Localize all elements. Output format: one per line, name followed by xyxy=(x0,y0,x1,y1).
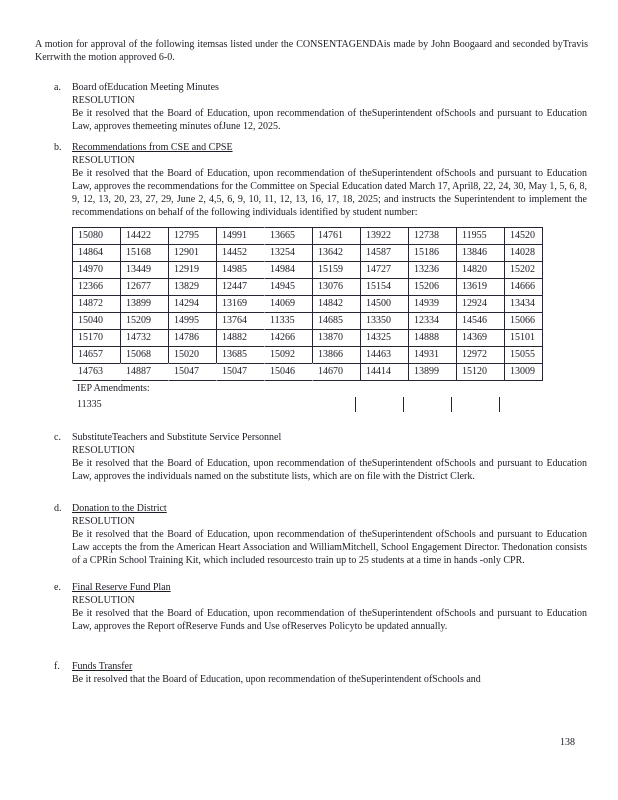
section-c xyxy=(35,431,588,483)
student-number-cell: 15209 xyxy=(120,312,168,329)
page-number: 138 xyxy=(560,737,575,748)
student-number-cell: 14991 xyxy=(216,227,264,244)
student-number-cell: 14463 xyxy=(360,346,408,363)
student-number-cell: 13685 xyxy=(216,346,264,363)
iep-amendment-row xyxy=(72,396,543,413)
student-number-cell: 15206 xyxy=(408,278,456,295)
section-body: Be it resolved that the Board of Education, upon recommendation of theSuperintendent ofSchools and pursuant to Education Law, approves the Report ofReserve Funds and Use ofReserves Policyto be updated annually. xyxy=(72,608,587,632)
student-number-cell: 13665 xyxy=(264,227,312,244)
student-number-cell: 15168 xyxy=(120,244,168,261)
student-number-cell: 15040 xyxy=(72,312,120,329)
student-number-cell: 13829 xyxy=(168,278,216,295)
student-number-cell: 13254 xyxy=(264,244,312,261)
student-number-cell: 14325 xyxy=(360,329,408,346)
student-number-cell: 13009 xyxy=(504,363,543,381)
student-number-cell: 15092 xyxy=(264,346,312,363)
section-title: Recommendations from CSE and CPSE xyxy=(72,142,233,153)
student-number-cell: 15120 xyxy=(456,363,504,381)
student-number-cell: 11335 xyxy=(264,312,312,329)
resolution-label: RESOLUTION xyxy=(72,445,135,456)
student-number-cell: 12924 xyxy=(456,295,504,312)
student-number-cell: 14945 xyxy=(264,278,312,295)
resolution-label: RESOLUTION xyxy=(72,595,135,606)
student-number-cell: 14931 xyxy=(408,346,456,363)
student-number-cell: 14763 xyxy=(72,363,120,381)
student-number-cell: 15066 xyxy=(504,312,543,329)
student-number-cell: 15080 xyxy=(72,227,120,244)
student-number-cell: 15020 xyxy=(168,346,216,363)
section-letter: a. xyxy=(54,82,61,93)
student-number-cell: 14842 xyxy=(312,295,360,312)
student-number-cell: 13899 xyxy=(408,363,456,381)
section-title: Final Reserve Fund Plan xyxy=(72,582,171,593)
student-number-cell: 12972 xyxy=(456,346,504,363)
student-number-cell: 12447 xyxy=(216,278,264,295)
resolution-label: RESOLUTION xyxy=(72,155,135,166)
student-number-cell: 13076 xyxy=(312,278,360,295)
student-number-cell: 14984 xyxy=(264,261,312,278)
cell-divider-line xyxy=(403,397,404,412)
section-title: Board ofEducation Meeting Minutes xyxy=(72,82,219,93)
student-number-cell: 13434 xyxy=(504,295,543,312)
student-number-cell: 14995 xyxy=(168,312,216,329)
student-number-cell: 15047 xyxy=(216,363,264,381)
cell-divider-line xyxy=(355,397,356,412)
section-title: SubstituteTeachers and Substitute Service Personnel xyxy=(72,432,282,443)
student-number-cell: 14761 xyxy=(312,227,360,244)
student-number-cell: 13642 xyxy=(312,244,360,261)
student-number-cell: 13846 xyxy=(456,244,504,261)
section-a xyxy=(35,81,588,133)
section-b xyxy=(35,141,588,413)
student-number-cell: 15170 xyxy=(72,329,120,346)
section-body: Be it resolved that the Board of Education, upon recommendation of theSuperintendent ofSchools and pursuant to Education Law, approves the recommendations for the Committee on Special Education dated March 17, April8, 22, 24, 30, May 1, 5, 6, 8, 9, 12, 13, 20, 23, 27, 29, June 2, 4,5, 6, 9, 10, 11, 12, 13, 16, 17, 18, 2025; and instructs the Superintendent to implement the recommendations on behalf of the following individuals identified by student number: xyxy=(72,168,587,218)
intro-paragraph: A motion for approval of the following itemsas listed under the CONSENTAGENDAis made by John Boogaard and seconded byTravis Kerrwith the motion approved 6-0. xyxy=(35,39,588,63)
section-letter: d. xyxy=(54,503,62,514)
student-number-cell: 14685 xyxy=(312,312,360,329)
student-number-cell: 15101 xyxy=(504,329,543,346)
student-number-cell: 13866 xyxy=(312,346,360,363)
student-number-cell: 13169 xyxy=(216,295,264,312)
student-number-cell: 14670 xyxy=(312,363,360,381)
section-body: Be it resolved that the Board of Education, upon recommendation of theSuperintendent ofSchools and pursuant to Education Law, approves themeeting minutes ofJune 12, 2025. xyxy=(72,108,587,132)
section-body: Be it resolved that the Board of Education, upon recommendation of theSuperintendent ofSchools and pursuant to Education Law, approves the individuals named on the substitute lists, which are on file with the District Clerk. xyxy=(72,458,587,482)
cell-divider-line xyxy=(499,397,500,412)
student-number-cell: 13922 xyxy=(360,227,408,244)
student-number-cell: 14939 xyxy=(408,295,456,312)
resolution-label: RESOLUTION xyxy=(72,516,135,527)
section-letter: b. xyxy=(54,142,62,153)
student-number-table xyxy=(72,227,543,381)
student-number-cell: 14069 xyxy=(264,295,312,312)
student-number-cell: 14520 xyxy=(504,227,543,244)
section-letter: f. xyxy=(54,661,60,672)
section-body: Be it resolved that the Board of Education, upon recommendation of theSuperintendent ofSchools and xyxy=(72,674,481,685)
section-title: Donation to the District xyxy=(72,503,167,514)
student-number-cell: 14500 xyxy=(360,295,408,312)
student-number-cell: 14414 xyxy=(360,363,408,381)
student-number-cell: 14888 xyxy=(408,329,456,346)
iep-amendment-value: 11335 xyxy=(77,399,102,410)
student-number-cell: 13449 xyxy=(120,261,168,278)
student-number-cell: 15159 xyxy=(312,261,360,278)
student-number-cell: 14732 xyxy=(120,329,168,346)
student-number-cell: 15068 xyxy=(120,346,168,363)
student-number-cell: 14369 xyxy=(456,329,504,346)
student-number-cell: 14882 xyxy=(216,329,264,346)
student-number-cell: 12334 xyxy=(408,312,456,329)
student-number-cell: 15046 xyxy=(264,363,312,381)
student-number-cell: 12901 xyxy=(168,244,216,261)
student-number-cell: 12738 xyxy=(408,227,456,244)
student-number-cell: 14294 xyxy=(168,295,216,312)
student-number-cell: 14887 xyxy=(120,363,168,381)
student-number-cell: 14266 xyxy=(264,329,312,346)
section-letter: e. xyxy=(54,582,61,593)
student-number-cell: 15186 xyxy=(408,244,456,261)
student-number-cell: 13619 xyxy=(456,278,504,295)
student-number-cell: 13764 xyxy=(216,312,264,329)
student-number-cell: 14422 xyxy=(120,227,168,244)
student-number-cell: 13899 xyxy=(120,295,168,312)
student-number-cell: 15154 xyxy=(360,278,408,295)
section-d xyxy=(35,502,588,567)
section-letter: c. xyxy=(54,432,61,443)
student-number-cell: 14872 xyxy=(72,295,120,312)
student-number-cell: 12919 xyxy=(168,261,216,278)
student-number-cell: 15202 xyxy=(504,261,543,278)
student-number-cell: 14820 xyxy=(456,261,504,278)
iep-amendments-block xyxy=(72,381,543,413)
student-number-cell: 14657 xyxy=(72,346,120,363)
section-f xyxy=(35,660,588,686)
student-number-cell: 15047 xyxy=(168,363,216,381)
student-number-cell: 13870 xyxy=(312,329,360,346)
student-number-cell: 11955 xyxy=(456,227,504,244)
student-number-cell: 15055 xyxy=(504,346,543,363)
student-number-cell: 14452 xyxy=(216,244,264,261)
student-number-cell: 14985 xyxy=(216,261,264,278)
student-number-cell: 14727 xyxy=(360,261,408,278)
student-number-cell: 13236 xyxy=(408,261,456,278)
section-body: Be it resolved that the Board of Education, upon recommendation of theSuperintendent ofSchools and pursuant to Education Law accepts the from the American Heart Association and WilliamMitchell, School Engagement Director. Thedonation consists of a CPRin School Training Kit, which included resourcesto train up to 25 students at a time in hands -only CPR. xyxy=(72,529,587,566)
iep-amendments-label: IEP Amendments: xyxy=(77,383,150,394)
student-number-cell: 12795 xyxy=(168,227,216,244)
student-number-cell: 14864 xyxy=(72,244,120,261)
student-number-cell: 14786 xyxy=(168,329,216,346)
section-e xyxy=(35,581,588,633)
student-number-cell: 14028 xyxy=(504,244,543,261)
student-number-cell: 14546 xyxy=(456,312,504,329)
section-title: Funds Transfer xyxy=(72,661,133,672)
student-number-cell: 12366 xyxy=(72,278,120,295)
student-number-cell: 14666 xyxy=(504,278,543,295)
cell-divider-line xyxy=(451,397,452,412)
student-number-cell: 12677 xyxy=(120,278,168,295)
student-number-cell: 14970 xyxy=(72,261,120,278)
resolution-label: RESOLUTION xyxy=(72,95,135,106)
student-number-cell: 14587 xyxy=(360,244,408,261)
student-number-cell: 13350 xyxy=(360,312,408,329)
